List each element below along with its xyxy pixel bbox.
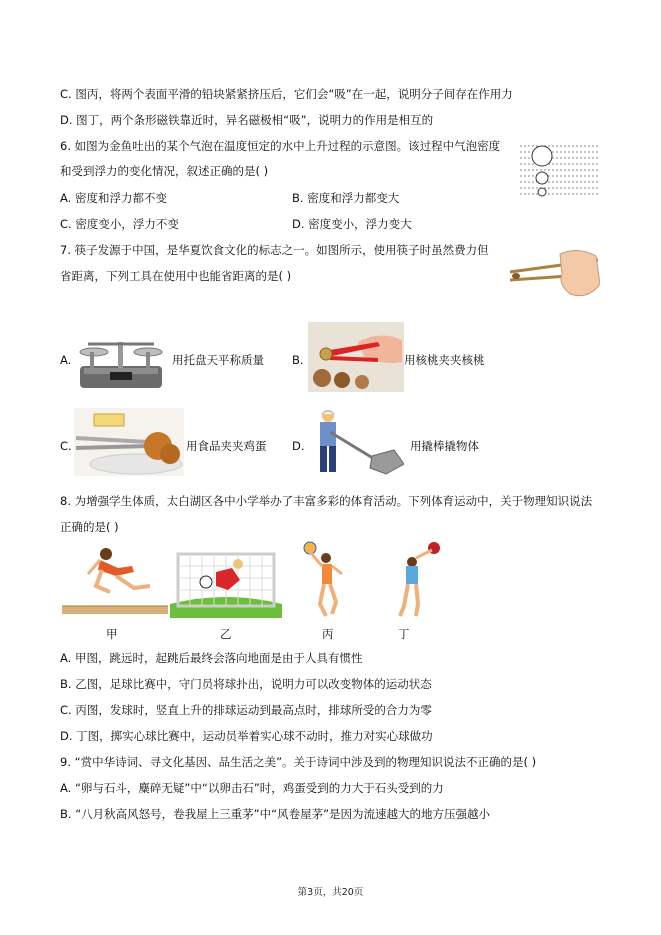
crowbar-worker-icon [306,408,404,478]
q7-option-c-text: 用食品夹夹鸡蛋 [186,439,267,453]
q9-option-a: A. “卵与石斗，麋碎无疑”中“以卵击石”时，鸡蛋受到的力大于石头受到的力 [60,781,444,795]
q6-stem-line2: 和受到浮力的变化情况，叙述正确的是( ) [60,164,269,178]
q7-option-d-text: 用撬棒撬物体 [410,439,479,453]
goalkeeper-figure [170,546,282,618]
chopsticks-figure [508,244,600,300]
volleyball-serve-figure [296,540,356,620]
q7-option-c-label: C. [60,439,72,453]
q8-option-a: A. 甲图，跳远时，起跳后最终会落向地面是由于人具有惯性 [60,651,363,665]
q7-stem-line2: 省距离，下列工具在使用中也能省距离的是( ) [60,269,292,283]
q7-option-d-label: D. [292,439,305,453]
shot-put-figure [382,540,442,620]
nutcracker-icon [308,322,404,392]
q8-stem-line1: 8. 为增强学生体质，太白湖区各中小学举办了丰富多彩的体育活动。下列体育运动中，关于物理知识说法 [60,494,593,508]
q6-option-b: B. 密度和浮力都变大 [292,191,400,205]
long-jump-figure [62,546,168,618]
fig-label-ding: 丁 [398,627,410,641]
fig-label-jia: 甲 [106,627,118,641]
q8-option-b: B. 乙图，足球比赛中，守门员将球扑出，说明力可以改变物体的运动状态 [60,677,432,691]
fig-label-yi: 乙 [220,627,232,641]
q6-option-a: A. 密度和浮力都不变 [60,191,167,205]
q8-option-d: D. 丁图，掷实心球比赛中，运动员举着实心球不动时，推力对实心球做功 [60,729,433,743]
q6-option-c: C. 密度变小，浮力不变 [60,217,179,231]
q6-option-d: D. 密度变小，浮力变大 [292,217,412,231]
q7-option-a-text: 用托盘天平称质量 [172,353,264,367]
q7-option-b-label: B. [292,353,304,367]
food-tongs-icon [74,408,184,476]
fig-label-bing: 丙 [322,627,334,641]
q9-stem: 9. “赏中华诗词、寻文化基因、品生活之美”。关于诗词中涉及到的物理知识说法不正确的是( ) [60,755,537,769]
q6-stem-line1: 6. 如图为金鱼吐出的某个气泡在温度恒定的水中上升过程的示意图。该过程中气泡密度 [60,139,501,153]
q5-option-d: D. 图丁，两个条形磁铁靠近时，异名磁极相“吸”，说明力的作用是相互的 [60,113,434,127]
page-footer: 第3页，共20页 [297,887,364,898]
balance-scale-icon [74,322,168,392]
q8-option-c: C. 丙图，发球时，竖直上升的排球运动到最高点时，排球所受的合力为零 [60,703,432,717]
q5-option-c: C. 图丙，将两个表面平滑的铅块紧紧挤压后，它们会“吸”在一起，说明分子间存在作用力 [60,87,513,101]
q7-stem-line1: 7. 筷子发源于中国，是华夏饮食文化的标志之一。如图所示，使用筷子时虽然费力但 [60,243,489,257]
bubble-figure [520,142,600,200]
q8-stem-line2: 正确的是( ) [60,520,119,534]
q7-option-b-text: 用核桃夹夹核桃 [404,353,485,367]
q9-option-b: B. “八月秋高风怒号，卷我屋上三重茅”中“风卷屋茅”是因为流速越大的地方压强越小 [60,807,491,821]
q7-option-a-label: A. [60,353,72,367]
